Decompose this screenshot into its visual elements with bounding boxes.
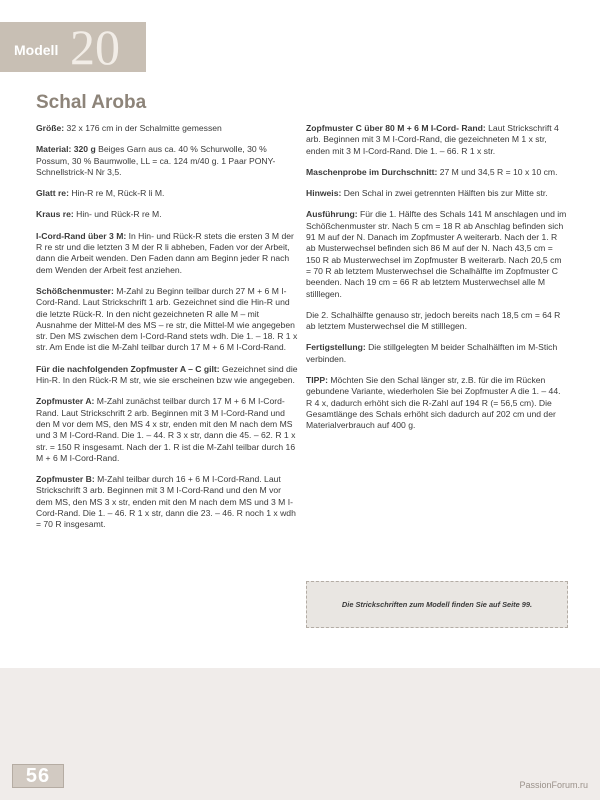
paragraph-finishing: Fertigstellung: Die stillgelegten M beider Schalhälften im M-Stich verbinden. — [306, 342, 558, 364]
paragraph-hint: Hinweis: Den Schal in zwei getrennten Hälften bis zur Mitte str. — [306, 188, 548, 199]
page-footer-band — [0, 668, 600, 800]
model-badge — [0, 19, 146, 75]
paragraph-tip: TIPP: Möchten Sie den Schal länger str, z.B. für die im Rücken gebundene Variante, wiederholen Sie bei Zopfmuster A die 1. – 44. R 4 x, dadurch erhöht sich die R-Zahl auf 194 R (= 56,5 cm). Die Gesamtlänge des Schals erhöht sich dadurch auf 202 cm und der Materialverbrauch auf 400 g. — [306, 375, 561, 431]
paragraph-zopf-c: Zopfmuster C über 80 M + 6 M I-Cord- Rand: Laut Strickschrift 4 arb. Beginnen mit 3 M I-Cord-Rand, die gezeichneten M 1 x str, enden mit 3 M I-Cord-Rand. Die 1. – 66. R 1 x str. — [306, 123, 559, 156]
paragraph-gauge: Maschenprobe im Durchschnitt: 27 M und 34,5 R = 10 x 10 cm. — [306, 166, 558, 177]
page-number: 56 — [12, 764, 64, 788]
paragraph-material: Material: 320 g Beiges Garn aus ca. 40 % Schurwolle, 30 % Possum, 30 % Baumwolle, LL = ca. 124 m/40 g. 1 Paar PONY-Schnellstrick-N Nr 3,5. — [36, 144, 276, 177]
paragraph-second-half: Die 2. Schalhälfte genauso str, jedoch bereits nach 18,5 cm = 64 R ab letztem Musterwechsel die M stilllegen. — [306, 309, 561, 332]
chart-reference-note: Die Strickschriften zum Modell finden Sie auf Seite 99. — [306, 581, 568, 628]
model-number: 20 — [70, 19, 120, 75]
right-column — [306, 123, 568, 442]
paragraph-execution: Ausführung: Für die 1. Hälfte des Schals 141 M anschlagen und im Schößchenmuster str. Nach 5 cm = 18 R ab Anschlag befinden sich 91 M auf der N. Danach im Zopfmuster A weiterarb. Nach der 1. R ab Musterwechsel befinden sich 86 M auf der N. Nach 43,5 cm = 150 R ab Musterwechsel im Zopfmuster B weiterarb. Nach 20,5 cm = 70 R ab letztem Musterwechsel die Schalhälfte im Zopfmuster C beenden. Nach 19 cm = 66 R ab letztem Musterwechsel alle M stilllegen. — [306, 209, 567, 299]
paragraph-general: Für die nachfolgenden Zopfmuster A – C gilt: Gezeichnet sind die Hin-R. In den Rück-R M str, wie sie erscheinen bzw wie angegeben. — [36, 363, 298, 386]
left-column — [36, 123, 298, 541]
paragraph-glatt: Glatt re: Hin-R re M, Rück-R li M. — [36, 188, 165, 199]
paragraph-schoesschen: Schößchenmuster: M-Zahl zu Beginn teilbar durch 27 M + 6 M I-Cord-Rand. Laut Strickschrift 1 arb. Gezeichnet sind die Hin-R und die letzte Rück-R. In den nicht gezeichneten R alle M – mit Ausnahme der Mittel-M des MS – re str, die Mittel-M wie angegeben str. Den MS zwischen dem I-Cord-Rand stets wdh. Die 1. – 18. R 1 x str. Am Ende ist die M-Zahl teilbar durch 17 M + 6 M I-Cord-Rand. — [36, 285, 298, 353]
paragraph-kraus: Kraus re: Hin- und Rück-R re M. — [36, 209, 162, 220]
paragraph-zopf-b: Zopfmuster B: M-Zahl teilbar durch 16 + 6 M I-Cord-Rand. Laut Strickschrift 3 arb. Beginnen mit 3 M I-Cord-Rand und den M vor dem MS, den MS 3 x str, enden mit den M nach dem MS und 3 M I-Cord-Rand. Die 1. – 46. R 1 x str, dann die 23. – 46. R noch 1 x wdh = 70 R insgesamt. — [36, 474, 296, 530]
page-title: Schal Aroba — [36, 92, 147, 113]
paragraph-zopf-a: Zopfmuster A: M-Zahl zunächst teilbar durch 17 M + 6 M I-Cord-Rand. Laut Strickschrift 2 arb. Beginnen mit 3 M I-Cord-Rand und den M vor dem MS, den MS 4 x str, enden mit den M nach dem MS und 3 M I-Cord-Rand. Die 1. – 44. R 3 x str, dann die 45. – 62. R 1 x str. = 150 R insgesamt. Nach der 1. R ist die M-Zahl teilbar durch 16 M + 6 M I-Cord-Rand. — [36, 396, 296, 463]
watermark: PassionForum.ru — [519, 780, 588, 790]
model-label: Modell — [14, 42, 59, 58]
paragraph-icord: I-Cord-Rand über 3 M: In Hin- und Rück-R stets die ersten 3 M der R re str und die letzten 3 M der R li abheben, Faden vor der Arbeit, dann die Arbeit wenden. Den Faden dann am Beginn jeder R nach dem Wenden der Arbeit fest anziehen. — [36, 230, 294, 275]
paragraph-size: Größe: 32 x 176 cm in der Schalmitte gemessen — [36, 123, 222, 133]
